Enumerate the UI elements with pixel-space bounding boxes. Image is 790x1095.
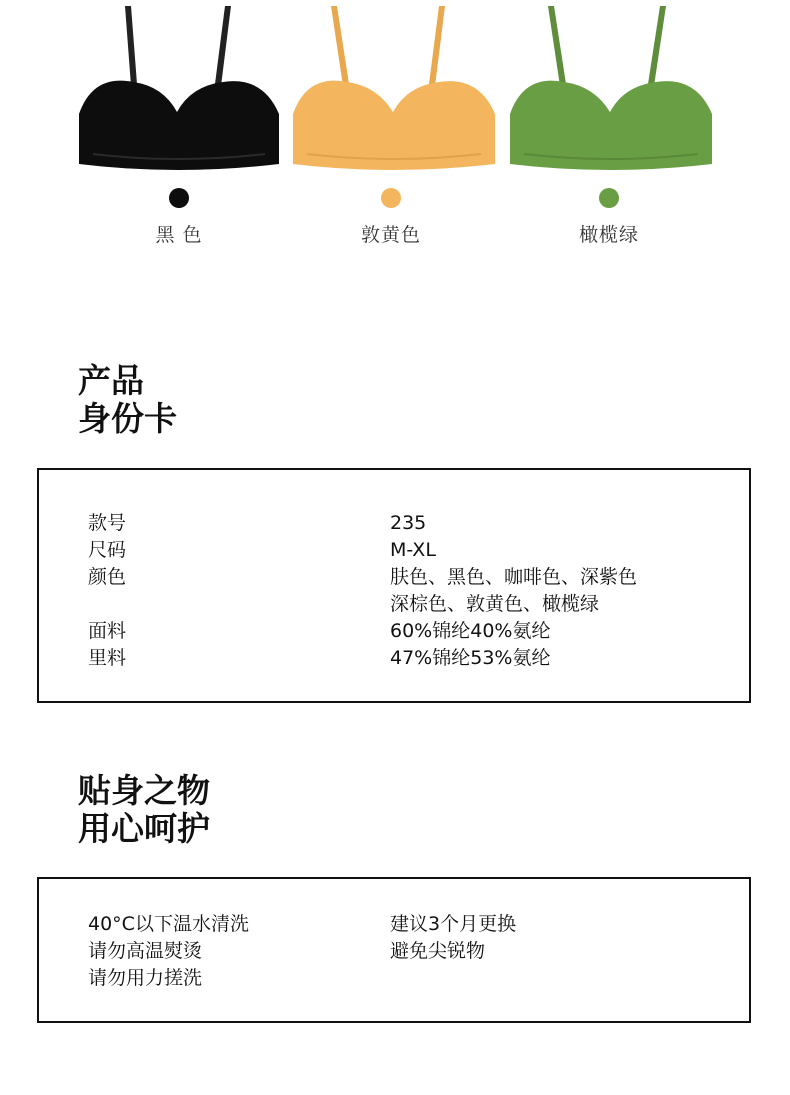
green-bra-image [506, 4, 716, 174]
care-instruction: 请勿用力搓洗 [88, 967, 203, 989]
spec-value-color-cont: 深棕色、敦黄色、橄榄绿 [390, 593, 600, 615]
green-swatch [599, 188, 619, 208]
care-instruction: 40°C以下温水清洗 [88, 913, 249, 935]
spec-value-lining: 47%锦纶53%氨纶 [390, 647, 551, 669]
product-card-heading-line2: 身份卡 [78, 399, 177, 438]
color-label-green: 橄榄绿 [578, 224, 639, 246]
yellow-bra-image [289, 4, 499, 174]
spec-label-fabric: 面料 [88, 620, 127, 642]
spec-label-size: 尺码 [88, 539, 127, 561]
spec-value-size: M-XL [390, 539, 436, 561]
care-heading-line2: 用心呵护 [78, 809, 210, 848]
spec-value-fabric: 60%锦纶40%氨纶 [390, 620, 551, 642]
color-label-black: 黑 色 [155, 224, 203, 246]
care-instruction: 建议3个月更换 [390, 913, 517, 935]
color-label-yellow: 敦黄色 [360, 224, 421, 246]
spec-label-style: 款号 [88, 512, 127, 534]
yellow-swatch [381, 188, 401, 208]
black-swatch [169, 188, 189, 208]
product-card-heading [78, 362, 177, 438]
spec-label-color: 颜色 [88, 566, 127, 588]
care-heading-line1: 贴身之物 [78, 771, 210, 810]
spec-value-color: 肤色、黑色、咖啡色、深紫色 [390, 566, 638, 588]
spec-value-style: 235 [390, 512, 427, 534]
spec-label-lining: 里料 [88, 647, 127, 669]
care-instruction: 避免尖锐物 [390, 940, 486, 962]
black-bra-image [73, 4, 283, 174]
product-card-heading-line1: 产品 [78, 361, 144, 400]
care-heading [78, 772, 210, 848]
care-instruction: 请勿高温熨烫 [88, 940, 203, 962]
